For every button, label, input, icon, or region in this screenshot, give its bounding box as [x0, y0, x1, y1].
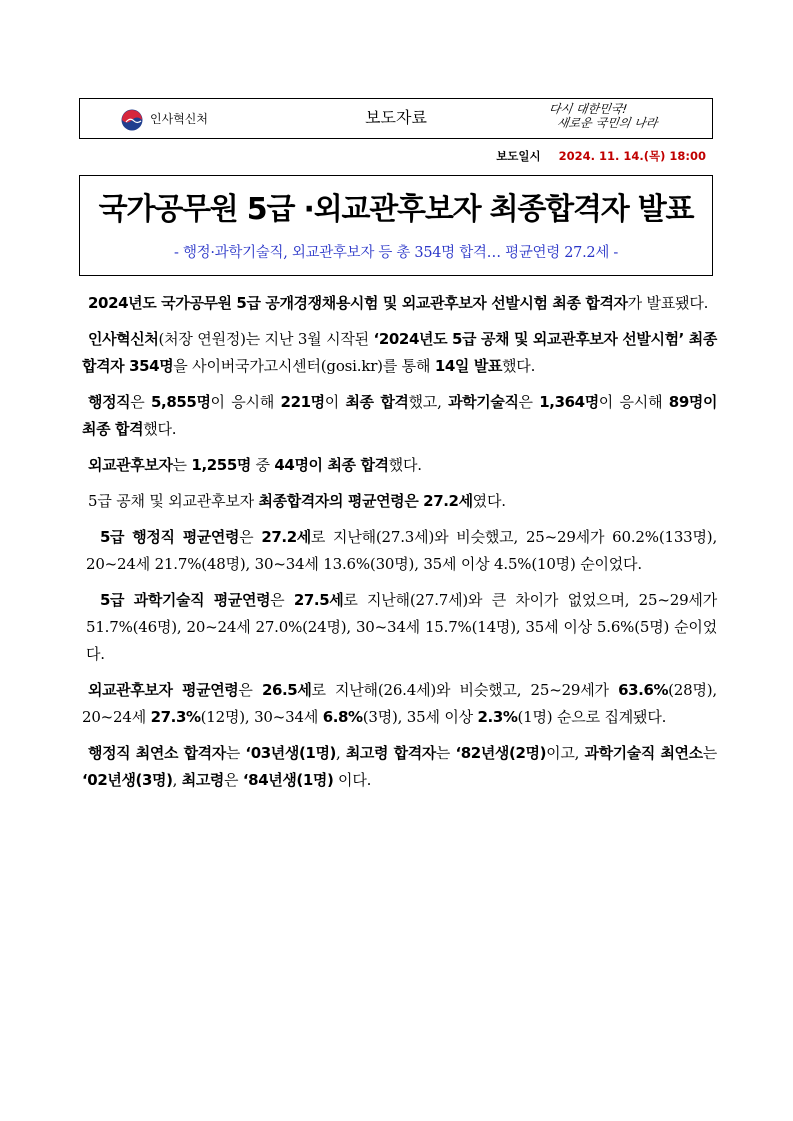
p9-bold-8: ‘84년생(1명): [242, 771, 334, 789]
p3-bold-7: 89명이 최종 합격: [82, 393, 718, 438]
government-slogan: [546, 102, 690, 130]
release-datetime: 2024. 11. 14.(목) 18:00: [558, 149, 706, 163]
p8-bold-1: 외교관후보자 평균연령: [88, 681, 239, 699]
p1-bold: 2024년도 국가공무원 5급 공개경쟁채용시험 및 외교관후보자 선발시험 최종 합격자: [88, 294, 628, 312]
p3-bold-5: 과학기술직: [448, 393, 519, 411]
p9-text-2: ,: [336, 744, 346, 762]
article-body: [82, 290, 717, 794]
press-header-box: [79, 98, 713, 139]
p9-bold-4: ‘82년생(2명): [455, 744, 547, 762]
page-title: 국가공무원 5급 ·외교관후보자 최종합격자 발표: [98, 192, 694, 227]
p4-text-2: 중: [250, 456, 275, 474]
p3-bold-4: 최종 합격: [345, 393, 409, 411]
p6-text-2: 로 지난해(27.3세)와 비슷했고, 25~29세가 60.2%(133명), 20~24세 21.7%(48명), 30~34세 13.6%(30명), 35세 이상 4.5%(10명) 순이었다.: [86, 528, 718, 573]
p4-bold-1: 외교관후보자: [88, 456, 173, 474]
p4-text-1: 는: [172, 456, 192, 474]
government-emblem-icon: [121, 109, 143, 131]
p2-text-1: (처장 연원정)는 지난 3월 시작된: [158, 330, 374, 348]
p8-text-3: (28명), 20~24세: [82, 681, 717, 726]
p2-bold-3: 14일 발표: [434, 357, 503, 375]
p9-text-6: ,: [172, 771, 182, 789]
page-subtitle: - 행정·과학기술직, 외교관후보자 등 총 354명 합격… 평균연령 27.2세 -: [174, 245, 618, 261]
p9-bold-5: 과학기술직 최연소: [584, 744, 703, 762]
paragraph-8: [82, 677, 717, 731]
release-label: 보도일시: [496, 149, 541, 163]
p6-bold-1: 5급 행정직 평균연령: [100, 528, 240, 546]
p8-bold-5: 6.8%: [322, 708, 363, 726]
p3-text-7: 했다.: [143, 420, 177, 438]
p5-bold-1: 최종합격자의 평균연령은 27.2세: [258, 492, 473, 510]
paragraph-2: [82, 326, 717, 380]
p3-text-3: 이: [324, 393, 346, 411]
release-date-line: [0, 148, 706, 164]
p9-text-8: 이다.: [333, 771, 372, 789]
paragraph-5: [82, 488, 717, 515]
p2-text-2: 을 사이버국가고시센터(gosi.kr)를 통해: [173, 357, 435, 375]
p1-text: 가 발표됐다.: [627, 294, 709, 312]
document-type: 보도자료: [365, 108, 427, 127]
p9-bold-6: ‘02년생(3명): [82, 771, 173, 789]
p4-bold-3: 44명이 최종 합격: [274, 456, 389, 474]
p9-bold-3: 최고령 합격자: [345, 744, 436, 762]
p8-text-6: (1명) 순으로 집계됐다.: [517, 708, 667, 726]
p2-text-3: 했다.: [502, 357, 536, 375]
p9-text-3: 는: [435, 744, 456, 762]
slogan-line-2: 새로운 국민의 나라: [556, 116, 659, 130]
p7-text-1: 은: [270, 591, 294, 609]
p6-text-1: 은: [239, 528, 262, 546]
paragraph-1: [82, 290, 717, 317]
p4-text-3: 했다.: [388, 456, 422, 474]
p8-bold-6: 2.3%: [477, 708, 518, 726]
p8-text-2: 로 지난해(26.4세)와 비슷했고, 25~29세가: [311, 681, 619, 699]
p3-bold-1: 행정직: [88, 393, 131, 411]
p9-text-7: 은: [224, 771, 243, 789]
p8-text-4: (12명), 30~34세: [200, 708, 323, 726]
p6-bold-2: 27.2세: [261, 528, 311, 546]
organization-name: 인사혁신처: [150, 112, 208, 126]
p7-bold-2: 27.5세: [293, 591, 344, 609]
p8-text-1: 은: [238, 681, 262, 699]
p7-text-2: 로 지난해(27.7세)와 큰 차이가 없었으며, 25~29세가 51.7%(46명), 20~24세 27.0%(24명), 30~34세 15.7%(14명), 35세 이상 5.6%(5명) 순이었다.: [86, 591, 717, 663]
p8-text-5: (3명), 35세 이상: [362, 708, 478, 726]
p9-text-4: 이고,: [546, 744, 585, 762]
p3-bold-3: 221명: [280, 393, 325, 411]
p5-text-1: 5급 공채 및 외교관후보자: [88, 492, 259, 510]
p3-text-2: 이 응시해: [210, 393, 281, 411]
p3-bold-2: 5,855명: [151, 393, 211, 411]
p7-bold-1: 5급 과학기술직 평균연령: [100, 591, 271, 609]
p8-bold-2: 26.5세: [261, 681, 312, 699]
paragraph-9: [82, 740, 717, 794]
p3-bold-6: 1,364명: [539, 393, 599, 411]
p9-bold-1: 행정직 최연소 합격자: [88, 744, 226, 762]
p2-bold-1: 인사혁신처: [88, 330, 159, 348]
p3-text-5: 은: [518, 393, 540, 411]
p4-bold-2: 1,255명: [191, 456, 251, 474]
p3-text-6: 이 응시해: [598, 393, 669, 411]
p2-bold-2: ‘2024년도 5급 공채 및 외교관후보자 선발시험’ 최종합격자 354명: [82, 330, 717, 375]
p9-bold-2: ‘03년생(1명): [245, 744, 336, 762]
paragraph-3: [82, 389, 717, 443]
p8-bold-4: 27.3%: [150, 708, 201, 726]
p5-text-2: 였다.: [472, 492, 506, 510]
p3-text-4: 했고,: [408, 393, 449, 411]
p3-text-1: 은: [130, 393, 151, 411]
paragraph-7: [82, 587, 717, 668]
p9-text-1: 는: [225, 744, 246, 762]
headline-box: [79, 175, 713, 276]
paragraph-4: [82, 452, 717, 479]
p9-text-5: 는: [702, 744, 718, 762]
slogan-line-1: 다시 대한민국!: [548, 102, 629, 116]
p9-bold-7: 최고령: [181, 771, 225, 789]
paragraph-6: [82, 524, 717, 578]
p8-bold-3: 63.6%: [618, 681, 669, 699]
